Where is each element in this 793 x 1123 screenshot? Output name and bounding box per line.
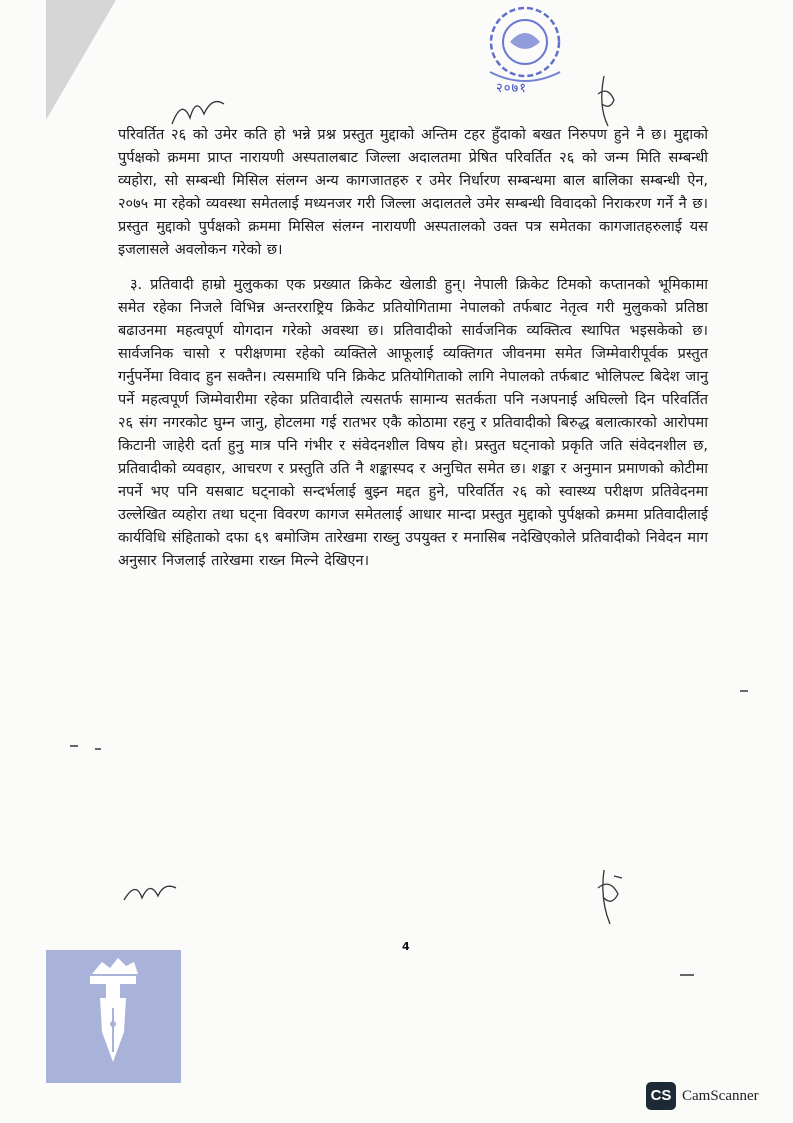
camscanner-label: CamScanner bbox=[682, 1088, 759, 1104]
signature-mark-bottom-right bbox=[592, 866, 628, 928]
pen-emblem-icon bbox=[46, 950, 181, 1083]
scan-corner-shadow bbox=[46, 0, 116, 120]
margin-dash-mark bbox=[680, 974, 694, 976]
camscanner-badge-icon: CS bbox=[646, 1082, 676, 1110]
signature-mark-bottom-left bbox=[120, 876, 180, 906]
margin-dash-mark bbox=[95, 748, 101, 750]
margin-dash-mark bbox=[740, 690, 748, 692]
seal-year: २०७१ bbox=[496, 81, 528, 96]
signature-mark-top-right bbox=[590, 74, 620, 130]
judgment-text bbox=[118, 124, 708, 585]
court-emblem-box bbox=[46, 950, 181, 1083]
margin-dash-mark bbox=[70, 745, 78, 747]
page-number: 4 bbox=[402, 940, 410, 953]
paragraph-3: ३. प्रतिवादी हाम्रो मुलुकका एक प्रख्यात क्रिकेट खेलाडी हुन्। नेपाली क्रिकेट टिमको कप्तानको भूमिकामा समेत रहेका निजले विभिन्न अन्तरराष्ट्रिय क्रिकेट प्रतियोगितामा नेपालको तर्फबाट नेतृत्व गरी मुलुकको प्रतिष्ठा बढाउनमा महत्वपूर्ण योगदान गरेको अवस्था छ। प्रतिवादीको सार्वजनिक व्यक्तित्व स्थापित भइसकेको छ। सार्वजनिक चासो र परीक्षणमा रहेको व्यक्तिले आफूलाई व्यक्तिगत जीवनमा समेत जिम्मेवारीपूर्वक प्रस्तुत गर्नुपर्नेमा विवाद हुन सक्तैन। त्यसमाथि पनि क्रिकेट प्रतियोगिताको लागि नेपालको तर्फबाट भोलिपल्ट बिदेश जानु पर्ने महत्वपूर्ण जिम्मेवारीमा रहेका प्रतिवादीले त्यसतर्फ सामान्य सतर्कता पनि नअपनाई अघिल्लो दिन परिवर्तित २६ संग नगरकोट घुम्न जानु, होटलमा गई रातभर एकै कोठामा रहनु र प्रतिवादीको बिरुद्ध बलात्कारको आरोपमा किटानी जाहेरी दर्ता हुनु मात्र पनि गंभीर र संवेदनशील विषय हो। प्रस्तुत घट्नाको प्रकृति जति संवेदनशील छ, प्रतिवादीको व्यवहार, आचरण र प्रस्तुति उति नै शङ्कास्पद र अनुचित समेत छ। शङ्का र अनुमान प्रमाणको कोटीमा नपर्ने भए पनि यसबाट घट्नाको सन्दर्भलाई बुझ्न मद्दत हुने, परिवर्तित २६ को स्वास्थ्य परीक्षण प्रतिवेदनमा उल्लेखित व्यहोरा तथा घट्ना विवरण कागज समेतलाई आधार मान्दा प्रस्तुत मुद्दाको पुर्पक्षको क्रममा प्रतिवादीलाई कार्यविधि संहिताको दफा ६९ बमोजिम तारेखमा राख्नु उपयुक्त र मनासिब नदेखिएकोले प्रतिवादीको निवेदन माग अनुसार निजलाई तारेखमा राख्न मिल्ने देखिएन। bbox=[118, 277, 708, 569]
paragraph-continued: परिवर्तित २६ को उमेर कति हो भन्ने प्रश्न प्रस्तुत मुद्दाको अन्तिम टहर हुँदाको बखत निरुपण हुने नै छ। मुद्दाको पुर्पक्षको क्रममा प्राप्त नारायणी अस्पतालबाट जिल्ला अदालतमा प्रेषित परिवर्तित २६ को जन्म मिति सम्बन्धी व्यहोरा, सो सम्बन्धी मिसिल संलग्न अन्य कागजातहरु र उमेर निर्धारण सम्बन्धमा बाल बालिका सम्बन्धी ऐन, २०७५ मा रहेको व्यवस्था समेतलाई मध्यनजर गरी जिल्ला अदालतले उमेर सम्बन्धी विवादको निराकरण गर्ने नै छ। प्रस्तुत मुद्दाको पुर्पक्षको क्रममा मिसिल संलग्न नारायणी अस्पतालको उक्त पत्र समेतका कागजातहरुलाई यस इजलासले अवलोकन गरेको छ। bbox=[118, 127, 708, 258]
